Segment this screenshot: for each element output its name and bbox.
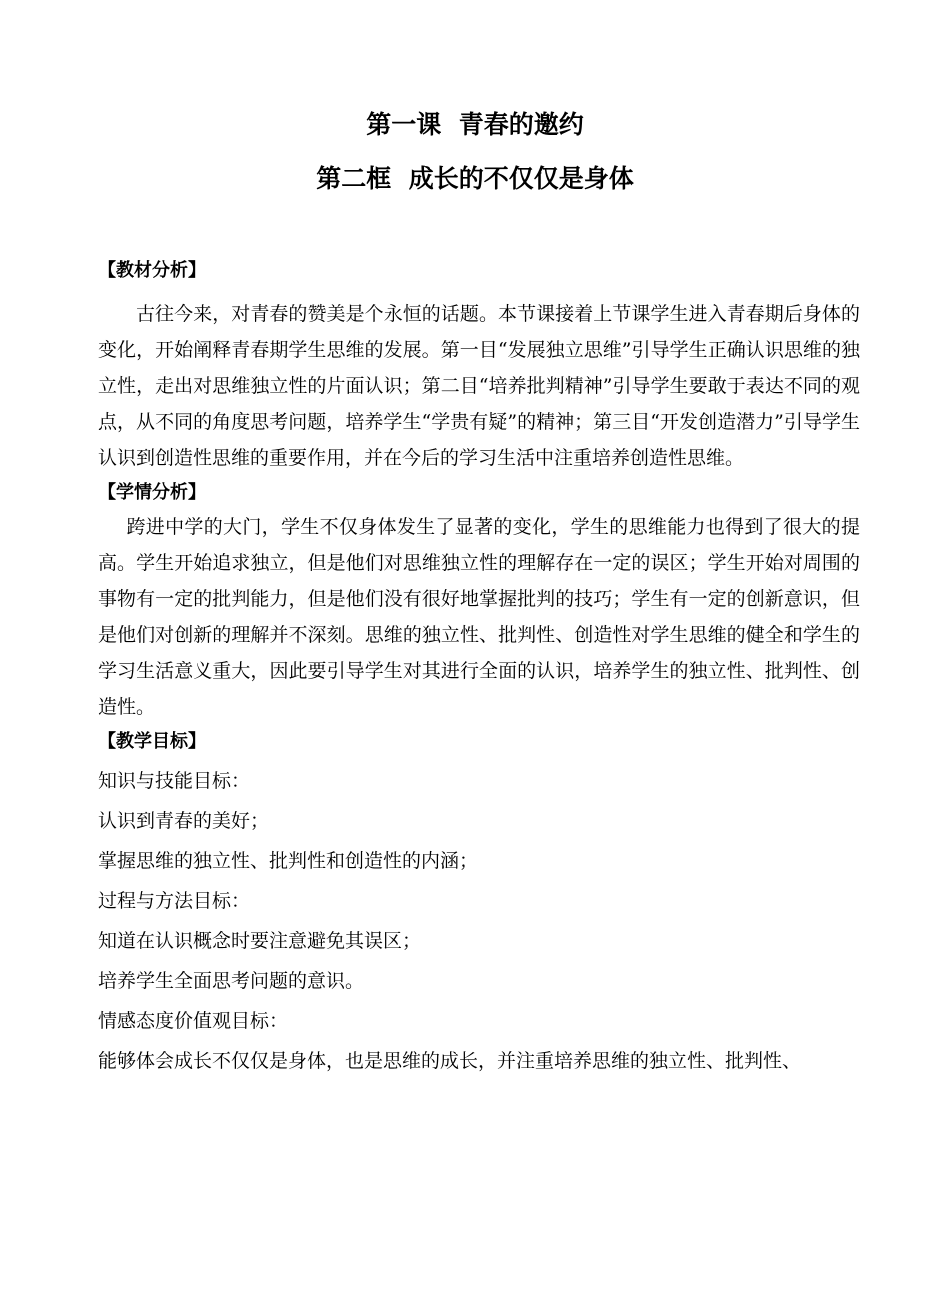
heading-learner-analysis: 【学情分析】 xyxy=(98,482,206,503)
objective-line: 掌握思维的独立性、批判性和创造性的内涵； xyxy=(98,850,479,872)
paragraph-learner-analysis: 跨进中学的大门，学生不仅身体发生了显著的变化，学生的思维能力也得到了很大的提高。学生开始追求独立，但是他们对思维独立性的理解存在一定的误区；学生开始对周围的事物有一定的批判能力，但是他们没有很好地掌握批判的技巧；学生有一定的创新意识，但是他们对创新的理解并不深刻。思维的独立性、批判性、创造性对学生思维的健全和学生的学习生活意义重大，因此要引导学生对其进行全面的认识，培养学生的独立性、批判性、创造性。 xyxy=(98,516,860,718)
objective-line: 能够体会成长不仅仅是身体，也是思维的成长，并注重培养思维的独立性、批判性、 xyxy=(98,1050,802,1072)
heading-textbook-analysis: 【教材分析】 xyxy=(98,260,206,281)
document-body xyxy=(98,257,860,1081)
objective-line: 情感态度价值观目标： xyxy=(98,1010,289,1032)
objective-line: 知道在认识概念时要注意避免其误区； xyxy=(98,930,422,952)
heading-teaching-objectives: 【教学目标】 xyxy=(98,731,206,752)
objective-line: 过程与方法目标： xyxy=(98,890,251,912)
paragraph-textbook-analysis: 古往今来，对青春的赞美是个永恒的话题。本节课接着上节课学生进入青春期后身体的变化，开始阐释青春期学生思维的发展。第一目“发展独立思维”引导学生正确认识思维的独立性，走出对思维独立性的片面认识；第二目“培养批判精神”引导学生要敢于表达不同的观点，从不同的角度思考问题，培养学生“学贵有疑”的精神；第三目“开发创造潜力”引导学生认识到创造性思维的重要作用，并在今后的学习生活中注重培养创造性思维。 xyxy=(98,303,860,469)
objective-line: 认识到青春的美好； xyxy=(98,810,270,832)
objective-line: 知识与技能目标： xyxy=(98,770,251,792)
section-title: 第二框 成长的不仅仅是身体 xyxy=(316,164,634,193)
lesson-title: 第一课 青春的邀约 xyxy=(366,110,584,139)
objective-line: 培养学生全面思考问题的意识。 xyxy=(98,970,365,992)
